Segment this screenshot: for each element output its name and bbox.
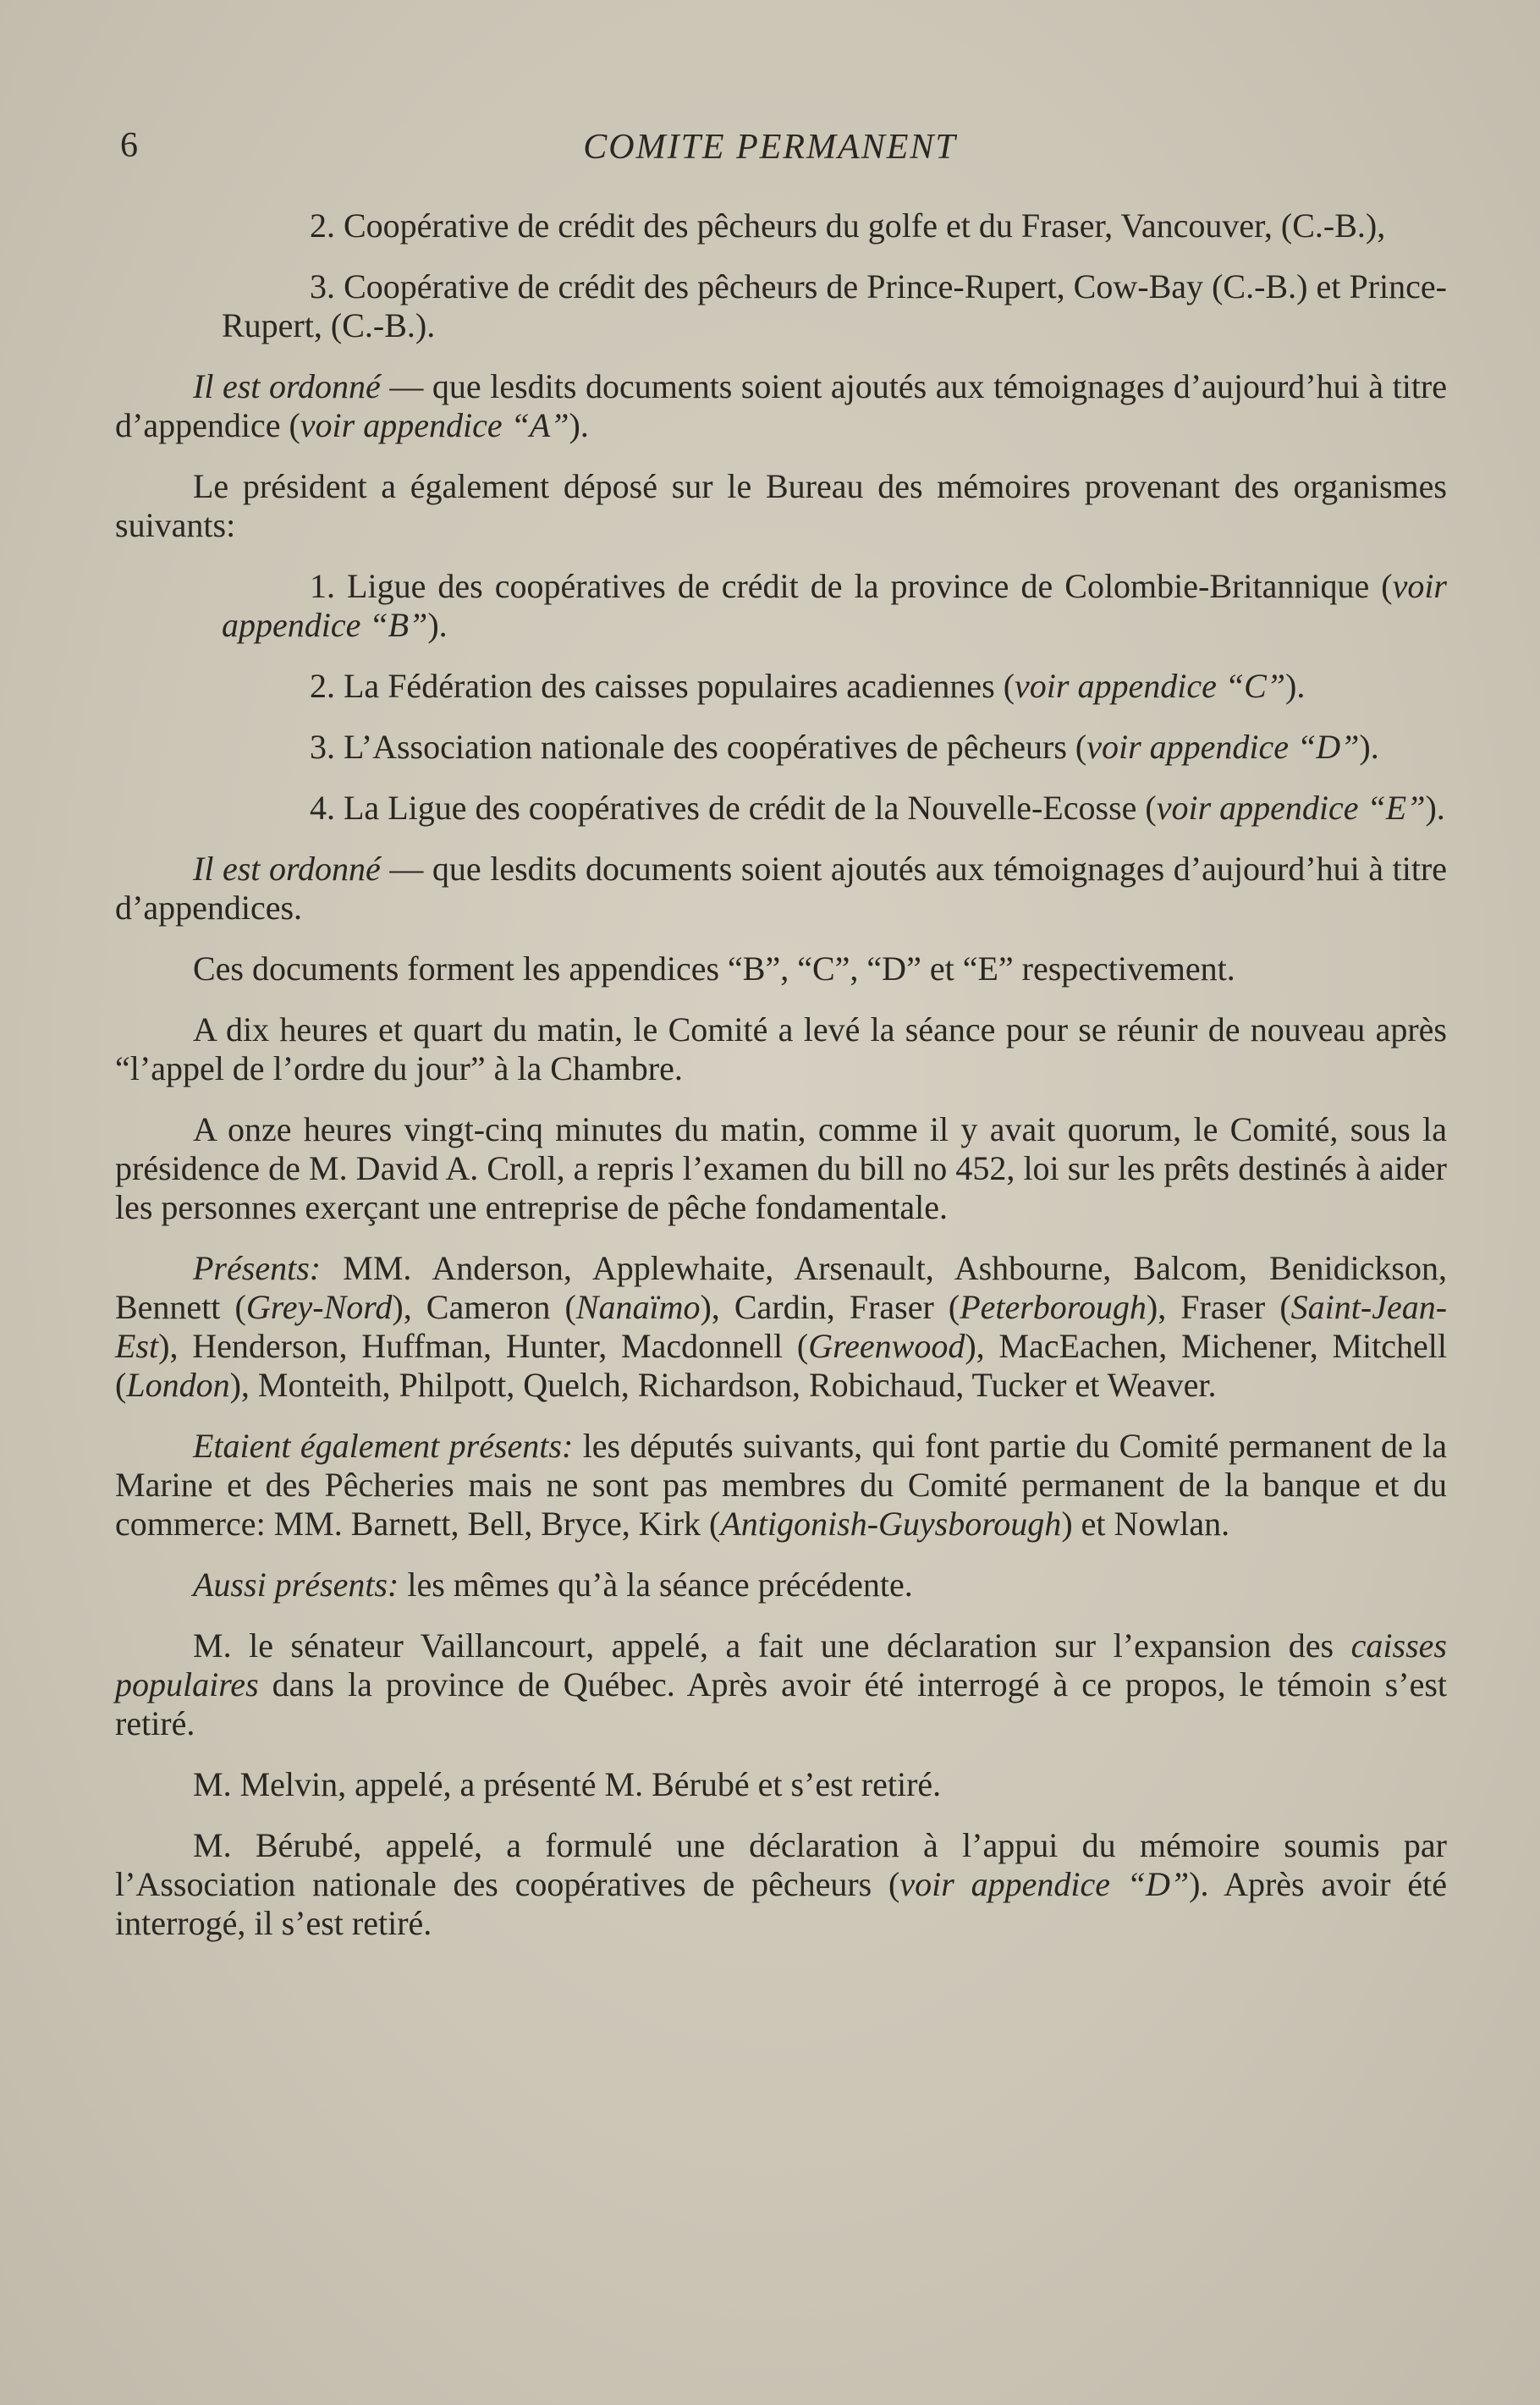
list-item: 3. Coopérative de crédit des pêcheurs de Prince-Rupert, Cow-Bay (C.-B.) et Prince-Rupert, (C.-B.).: [222, 267, 1447, 344]
running-title: COMITE PERMANENT: [583, 128, 957, 167]
paragraph-berube: M. Bérubé, appelé, a formulé une déclaration à l’appui du mémoire soumis par l’Association nationale des coopératives de pêcheurs (voir appendice “D”). Après avoir été interrogé, il s’est retiré.: [115, 1826, 1448, 1942]
paragraph-president: Le président a également déposé sur le Bureau des mémoires provenant des organismes suivants:: [115, 467, 1447, 544]
page-body: [115, 206, 1447, 1965]
paragraph-senator: M. le sénateur Vaillancourt, appelé, a fait une déclaration sur l’expansion des caisses populaires dans la province de Québec. Après avoir été interrogé à ce propos, le témoin s’est retiré.: [115, 1626, 1447, 1742]
paragraph-appendices: Ces documents forment les appendices “B”, “C”, “D” et “E” respectivement.: [193, 949, 1235, 988]
paragraph-presents: Présents: MM. Anderson, Applewhaite, Arsenault, Ashbourne, Balcom, Benidickson, Bennett (Grey-Nord), Cameron (Nanaïmo), Cardin, Fraser (Peterborough), Fraser (Saint-Jean-Est), Henderson, Huffman, Hunter, Macdonnell (Greenwood), MacEachen, Michener, Mitchell (London), Monteith, Philpott, Quelch, Richardson, Robichaud, Tucker et Weaver.: [115, 1249, 1448, 1404]
paragraph-order-1: Il est ordonné — que lesdits documents soient ajoutés aux témoignages d’aujourd’hui à titre d’appendice (voir appendice “A”).: [115, 367, 1448, 444]
page-number: 6: [120, 126, 138, 165]
list-item: 1. Ligue des coopératives de crédit de la province de Colombie-Britannique (voir appendice “B”).: [222, 567, 1447, 644]
list-item: 3. L’Association nationale des coopératives de pêcheurs (voir appendice “D”).: [310, 728, 1379, 766]
paragraph-aussi: Aussi présents: les mêmes qu’à la séance précédente.: [193, 1566, 913, 1604]
paragraph-order-2: Il est ordonné — que lesdits documents soient ajoutés aux témoignages d’aujourd’hui à titre d’appendices.: [115, 850, 1448, 927]
paragraph-also-present: Etaient également présents: les députés suivants, qui font partie du Comité permanent de la Marine et des Pêcheries mais ne sont pas membres du Comité permanent de la banque et du commerce: MM. Barnett, Bell, Bryce, Kirk (Antigonish-Guysborough) et Nowlan.: [115, 1427, 1448, 1543]
list-item: 4. La Ligue des coopératives de crédit de la Nouvelle-Ecosse (voir appendice “E”).: [310, 789, 1445, 827]
list-item: 2. La Fédération des caisses populaires acadiennes (voir appendice “C”).: [310, 667, 1306, 705]
paragraph-resume: A onze heures vingt-cinq minutes du matin, comme il y avait quorum, le Comité, sous la présidence de M. David A. Croll, a repris l’examen du bill no 452, loi sur les prêts destinés à aider les personnes exerçant une entreprise de pêche fondamentale.: [115, 1110, 1447, 1226]
paragraph-adjourn: A dix heures et quart du matin, le Comité a levé la séance pour se réunir de nouveau après “l’appel de l’ordre du jour” à la Chambre.: [115, 1010, 1447, 1087]
paragraph-melvin: M. Melvin, appelé, a présenté M. Bérubé et s’est retiré.: [193, 1765, 942, 1803]
list-item: 2. Coopérative de crédit des pêcheurs du golfe et du Fraser, Vancouver, (C.-B.),: [310, 206, 1386, 245]
